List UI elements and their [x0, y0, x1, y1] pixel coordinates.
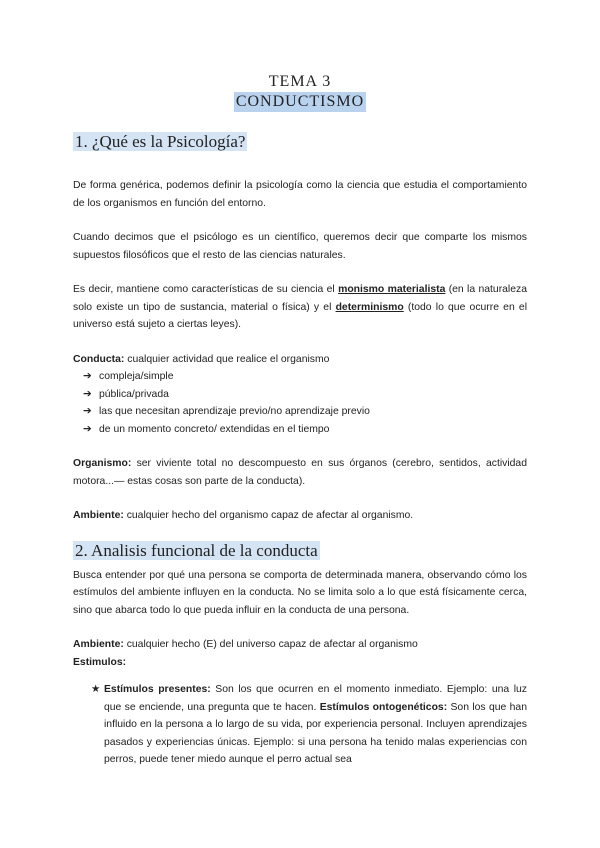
star-icon: ★ [91, 684, 101, 695]
p3-text-a: Es decir, mantiene como características de su ciencia el [73, 284, 339, 295]
p3-text-b: (en la naturaleza solo existe un tipo de sustancia, material o física) y el [73, 284, 527, 313]
topic-number: TEMA 3 [268, 73, 332, 90]
section1-paragraph-2: Cuando decimos que el psicólogo es un científico, queremos decir que comparte los mismos supuestos filosóficos que el resto de las ciencias naturales. [73, 232, 527, 261]
ambiente-definition [73, 507, 527, 525]
list-item [83, 403, 527, 421]
conducta-list [73, 368, 527, 438]
term-monismo: monismo materialista [338, 284, 446, 295]
arrow-icon: ➔ [83, 371, 92, 382]
term-determinismo: determinismo [335, 301, 404, 313]
conducta-definition [73, 351, 527, 369]
list-item-text: las que necesitan aprendizaje previo/no aprendizaje previo [99, 406, 370, 417]
ambiente2-label: Ambiente: [73, 639, 124, 650]
list-item-text: pública/privada [99, 388, 169, 400]
estimulos-presentes-label: Estímulos presentes: [104, 684, 211, 695]
section2-heading-text: 2. Analisis funcional de la conducta [75, 540, 318, 560]
estimulos-list [73, 681, 527, 769]
topic-title: CONDUCTISMO [235, 93, 365, 110]
ambiente2-definition [73, 636, 527, 654]
list-item [83, 368, 527, 386]
section1-paragraph-1: De forma genérica, podemos definir la psicología como la ciencia que estudia el comportamiento de los organismos en función del entorno. [73, 180, 527, 209]
section2-intro: Busca entender por qué una persona se comporta de determinada manera, observando cómo los estímulos del ambiente influyen en la conducta. No se limita solo a lo que está físicamente cerca, sino que abarca todo lo que pueda influir en la conducta de una persona. [73, 569, 527, 616]
section1-paragraph-3 [73, 281, 527, 334]
estimulos-ontogeneticos-label: Estímulos ontogenéticos: [319, 701, 448, 713]
conducta-label: Conducta: [73, 353, 125, 365]
p3-text-c: (todo lo que ocurre en el universo está sujeto a ciertas leyes). [73, 301, 528, 330]
list-item-text: compleja/simple [99, 371, 174, 382]
ambiente-label: Ambiente: [73, 510, 124, 521]
estimulos-ontogeneticos-text: Son los que han influido en la persona a lo largo de su vida, por experiencia personal. Incluyen aprendizajes pasados y experiencias únicas. Ejemplo: si una persona ha tenido malas experiencias con perros, puede tener miedo aunque el perro actual sea [104, 701, 527, 765]
estimulos-presentes-text: Son los que ocurren en el momento inmediato. Ejemplo: una luz que se enciende, una pregunta que te hacen. [104, 684, 527, 713]
title-block [73, 72, 527, 112]
arrow-icon: ➔ [83, 423, 92, 435]
section1-heading [73, 130, 527, 154]
organismo-text: ser viviente total no descompuesto en sus órganos (cerebro, sentidos, actividad motora...— estas cosas son parte de la conducta). [73, 458, 527, 487]
conducta-text: cualquier actividad que realice el organismo [124, 353, 330, 365]
organismo-definition [73, 455, 527, 490]
estimulos-label: Estimulos: [73, 656, 127, 668]
list-item [83, 386, 527, 404]
estimulos-heading [73, 654, 527, 672]
section1-heading-text: 1. ¿Qué es la Psicología? [75, 132, 246, 151]
section2-heading [73, 539, 527, 563]
list-item-text: de un momento concreto/ extendidas en el tiempo [99, 423, 330, 435]
list-item [91, 681, 527, 769]
ambiente-text: cualquier hecho del organismo capaz de afectar al organismo. [123, 510, 414, 521]
organismo-label: Organismo: [73, 458, 132, 469]
arrow-icon: ➔ [83, 388, 92, 400]
list-item [83, 421, 527, 439]
ambiente2-text: cualquier hecho (E) del universo capaz de afectar al organismo [123, 639, 418, 650]
arrow-icon: ➔ [83, 406, 92, 417]
